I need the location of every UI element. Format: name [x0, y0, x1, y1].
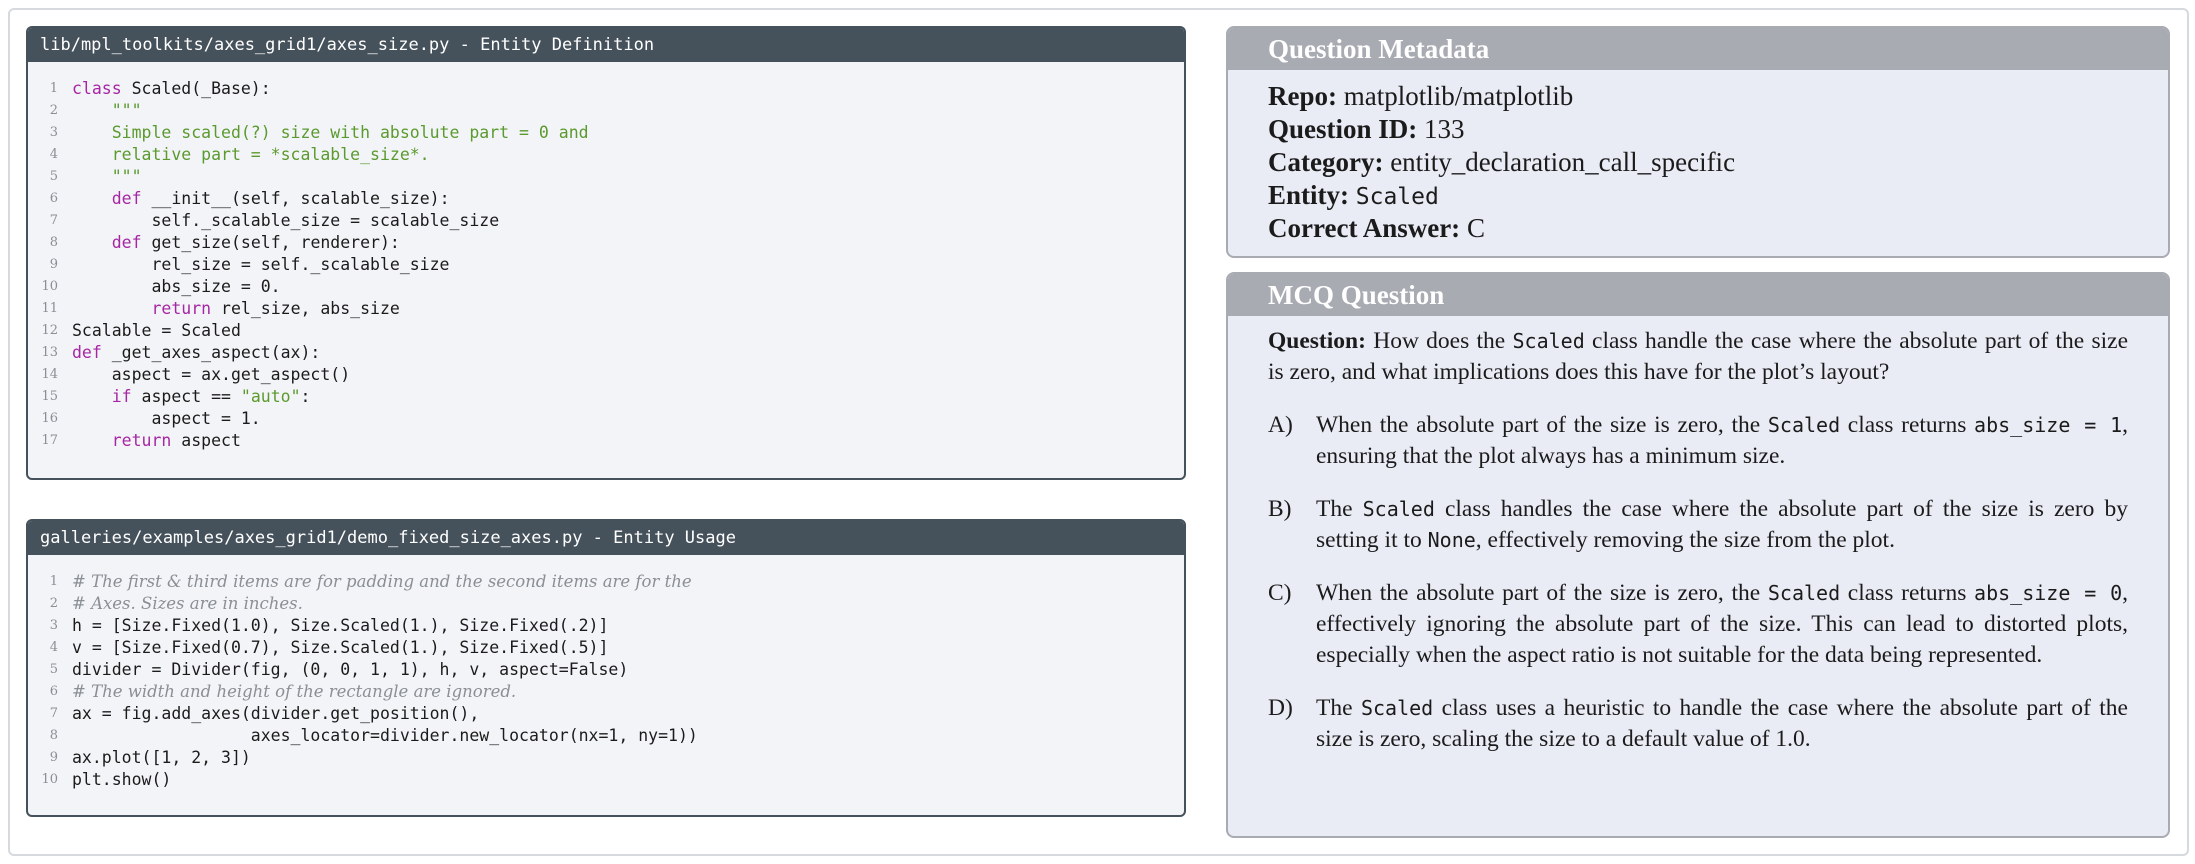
definition-code-block: [28, 62, 1184, 452]
metadata-title: Question Metadata: [1228, 28, 2168, 70]
code-text: return aspect: [111, 431, 241, 450]
line-number: 9: [49, 750, 58, 765]
category-row: [1268, 146, 2128, 179]
question-id-value: 133: [1424, 114, 1465, 144]
code-line: [28, 659, 1184, 681]
correct-answer-row: [1268, 212, 2128, 245]
code-line: [28, 298, 1184, 320]
line-number: 10: [41, 279, 58, 294]
entity-row: [1268, 179, 2128, 212]
line-number: 5: [49, 169, 58, 184]
answer-option: [1268, 693, 2128, 755]
code-line: [28, 342, 1184, 364]
code-text: v = [Size.Fixed(0.7), Size.Scaled(1.), Size.Fixed(.5)]: [72, 638, 609, 657]
line-number: 13: [41, 345, 58, 360]
definition-code-panel: [26, 26, 1186, 480]
line-number: 4: [49, 640, 58, 655]
code-text: divider = Divider(fig, (0, 0, 1, 1), h, v, aspect=False): [72, 660, 629, 679]
code-line: [28, 615, 1184, 637]
code-text: # Axes. Sizes are in inches.: [72, 594, 303, 613]
repo-value: matplotlib/matplotlib: [1343, 81, 1574, 111]
usage-code-block: [28, 555, 1184, 791]
code-text: def __init__(self, scalable_size):: [111, 189, 450, 208]
line-number: 15: [41, 389, 58, 404]
code-line: [28, 386, 1184, 408]
code-line: [28, 637, 1184, 659]
line-number: 17: [41, 433, 58, 448]
code-line: [28, 210, 1184, 232]
code-line: [28, 100, 1184, 122]
code-text: rel_size = self._scalable_size: [72, 255, 450, 274]
code-text: Simple scaled(?) size with absolute part = 0 and: [72, 123, 589, 142]
question-content: How does the Scaled class handle the case where the absolute part of the size is zero, and what implications does this have for the plot’s layout?: [1268, 328, 2128, 385]
code-text: plt.show(): [72, 770, 172, 789]
code-line: [28, 188, 1184, 210]
line-number: 6: [49, 684, 58, 699]
code-line: [28, 681, 1184, 703]
line-number: 9: [49, 257, 58, 272]
code-text: ax.plot([1, 2, 3]): [72, 748, 251, 767]
line-number: 3: [49, 618, 58, 633]
code-line: [28, 430, 1184, 452]
question-id-label: Question ID:: [1268, 114, 1418, 144]
line-number: 12: [41, 323, 58, 338]
code-line: [28, 364, 1184, 386]
code-text: if aspect == "auto":: [111, 387, 311, 406]
code-line: [28, 408, 1184, 430]
code-text: ax = fig.add_axes(divider.get_position(),: [72, 704, 480, 723]
code-text: aspect = ax.get_aspect(): [72, 365, 351, 384]
repo-row: [1268, 80, 2128, 113]
line-number: 11: [41, 301, 58, 316]
code-line: [28, 78, 1184, 100]
repo-label: Repo:: [1268, 81, 1337, 111]
option-label: C): [1268, 580, 1292, 606]
option-label: A): [1268, 412, 1293, 438]
line-number: 8: [49, 235, 58, 250]
line-number: 7: [49, 213, 58, 228]
option-text: When the absolute part of the size is zero, the Scaled class returns abs_size = 1, ensuring that the plot always has a minimum size.: [1316, 412, 2128, 469]
code-line: [28, 254, 1184, 276]
line-number: 3: [49, 125, 58, 140]
code-line: [28, 703, 1184, 725]
code-text: h = [Size.Fixed(1.0), Size.Scaled(1.), Size.Fixed(.2)]: [72, 616, 609, 635]
code-line: [28, 593, 1184, 615]
option-text: The Scaled class uses a heuristic to handle the case where the absolute part of the size is zero, scaling the size to a default value of 1.0.: [1316, 695, 2128, 752]
code-text: """: [72, 101, 142, 120]
code-line: [28, 144, 1184, 166]
question-id-row: [1268, 113, 2128, 146]
code-line: [28, 725, 1184, 747]
answer-option: [1268, 578, 2128, 671]
option-text: When the absolute part of the size is zero, the Scaled class returns abs_size = 0, effectively ignoring the absolute part of the size. This can lead to distorted plots, especially when the aspect ratio is not suitable for the data being represented.: [1316, 580, 2128, 668]
code-line: [28, 571, 1184, 593]
line-number: 8: [49, 728, 58, 743]
line-number: 4: [49, 147, 58, 162]
entity-value: Scaled: [1355, 184, 1439, 210]
code-text: axes_locator=divider.new_locator(nx=1, ny=1)): [72, 726, 698, 745]
code-text: aspect = 1.: [72, 409, 261, 428]
question-text: [1268, 326, 2128, 388]
option-label: B): [1268, 496, 1292, 522]
line-number: 10: [41, 772, 58, 787]
code-line: [28, 232, 1184, 254]
code-text: relative part = *scalable_size*.: [72, 145, 430, 164]
option-text: The Scaled class handles the case where the absolute part of the size is zero by setting it to None, effectively removing the size from the plot.: [1316, 496, 2128, 553]
line-number: 5: [49, 662, 58, 677]
line-number: 1: [49, 81, 58, 96]
code-text: return rel_size, abs_size: [151, 299, 400, 318]
code-line: [28, 166, 1184, 188]
line-number: 7: [49, 706, 58, 721]
code-text: def _get_axes_aspect(ax):: [72, 343, 321, 362]
code-text: self._scalable_size = scalable_size: [72, 211, 500, 230]
line-number: 14: [41, 367, 58, 382]
line-number: 1: [49, 574, 58, 589]
code-text: Scalable = Scaled: [72, 321, 241, 340]
answer-option: [1268, 410, 2128, 472]
definition-panel-title: lib/mpl_toolkits/axes_grid1/axes_size.py - Entity Definition: [28, 28, 1184, 62]
category-label: Category:: [1268, 147, 1384, 177]
line-number: 2: [49, 103, 58, 118]
code-line: [28, 122, 1184, 144]
correct-answer-value: C: [1466, 213, 1485, 243]
metadata-panel: [1226, 26, 2170, 258]
correct-answer-label: Correct Answer:: [1268, 213, 1461, 243]
code-text: # The first & third items are for padding and the second items are for the: [72, 572, 692, 591]
line-number: 6: [49, 191, 58, 206]
code-text: class Scaled(_Base):: [72, 79, 271, 98]
question-label: Question:: [1268, 328, 1366, 354]
entity-label: Entity:: [1268, 180, 1349, 210]
code-line: [28, 769, 1184, 791]
code-text: """: [72, 167, 142, 186]
option-label: D): [1268, 695, 1293, 721]
options-list: [1268, 410, 2128, 755]
category-value: entity_declaration_call_specific: [1390, 147, 1736, 177]
code-text: def get_size(self, renderer):: [111, 233, 400, 252]
answer-option: [1268, 494, 2128, 556]
code-line: [28, 276, 1184, 298]
line-number: 2: [49, 596, 58, 611]
usage-code-panel: [26, 519, 1186, 817]
usage-panel-title: galleries/examples/axes_grid1/demo_fixed_size_axes.py - Entity Usage: [28, 521, 1184, 555]
line-number: 16: [41, 411, 58, 426]
mcq-panel: [1226, 272, 2170, 838]
code-text: abs_size = 0.: [72, 277, 281, 296]
code-text: # The width and height of the rectangle are ignored.: [72, 682, 517, 701]
mcq-title: MCQ Question: [1228, 274, 2168, 316]
code-line: [28, 747, 1184, 769]
code-line: [28, 320, 1184, 342]
